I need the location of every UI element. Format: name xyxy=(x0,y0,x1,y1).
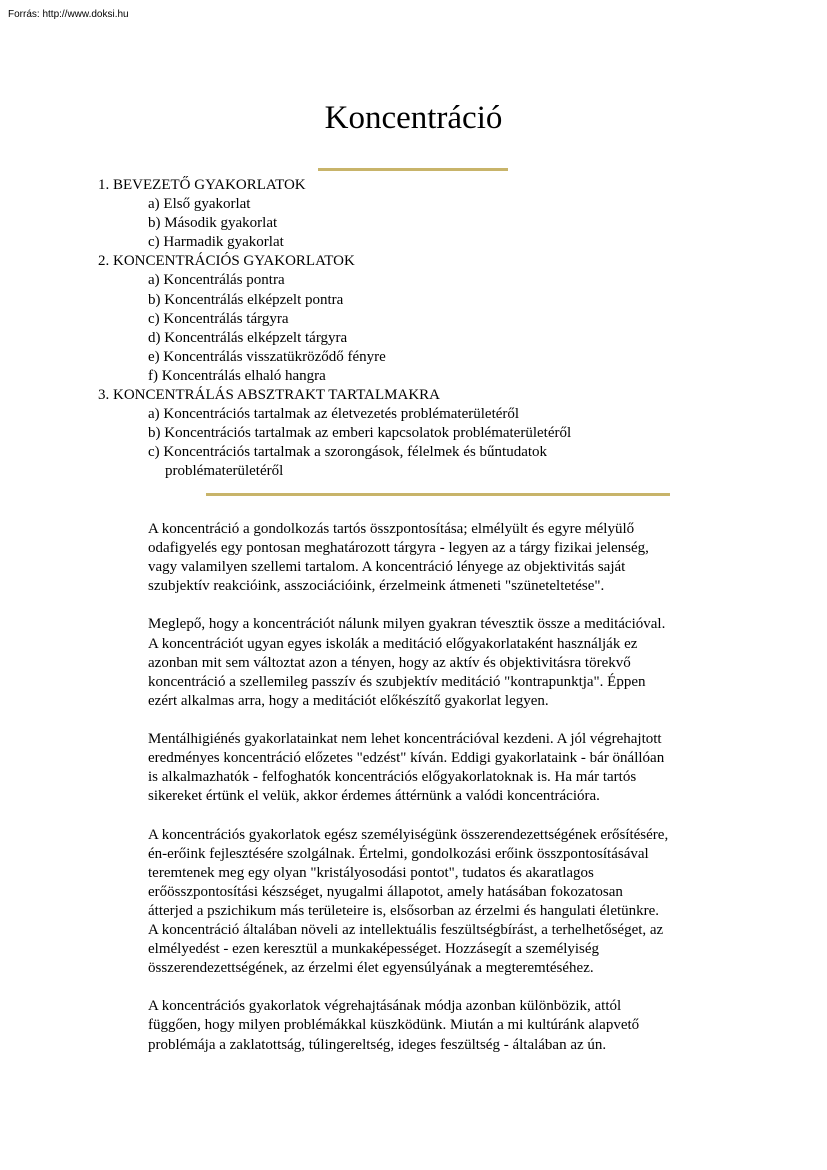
text-line: sikereket értünk el velük, akkor érdemes áttérnünk a valódi koncentrációra. xyxy=(148,788,600,805)
paragraph xyxy=(148,730,738,806)
text-line: koncentráció a szellemileg passzív és szubjektív meditáció "kontrapunktja". Éppen xyxy=(148,673,646,690)
text-line: én-erőink fejlesztésére szolgálnak. Értelmi, gondolkozási erőink összpontosításával xyxy=(148,845,649,862)
toc-item: a) Koncentrálás pontra xyxy=(148,272,285,289)
toc-item: f) Koncentrálás elhaló hangra xyxy=(148,367,326,384)
text-line: elmélyedést - ezen keresztül a munkaképességet. Hozzásegít a személyiség xyxy=(148,941,600,958)
toc-item: b) Koncentrálás elképzelt pontra xyxy=(148,291,344,308)
text-line: Meglepő, hogy a koncentrációt nálunk milyen gyakran tévesztik össze a meditációval. xyxy=(148,616,666,633)
article-body xyxy=(148,520,738,1074)
toc-item: b) Második gyakorlat xyxy=(148,215,278,232)
source-line: Forrás: http://www.doksi.hu xyxy=(8,9,129,20)
paragraph xyxy=(148,826,738,979)
text-line: Mentálhigiénés gyakorlatainkat nem lehet koncentrációval kezdeni. A jól végrehajtott xyxy=(148,731,662,748)
text-line: vagy valamilyen szellemi tartalom. A koncentráció lényege az objektivitás saját xyxy=(148,559,626,576)
toc-section-2: 2. KONCENTRÁCIÓS GYAKORLATOK xyxy=(98,253,355,270)
page-title: Koncentráció xyxy=(324,100,503,136)
paragraph xyxy=(148,615,738,710)
text-line: erőösszpontosítási készséget, nyugalmi állapotot, amely hatásában fokozatosan xyxy=(148,883,623,900)
text-line: ezért alkalmas arra, hogy a meditációt előkészítő gyakorlat legyen. xyxy=(148,692,549,709)
paragraph xyxy=(148,997,738,1054)
paragraph xyxy=(148,520,738,596)
text-line: összerendezettségének, az érzelmi élet egyensúlyának a megteremtéséhez. xyxy=(148,960,594,977)
text-line: A koncentrációs gyakorlatok végrehajtásának módja azonban különbözik, attól xyxy=(148,998,622,1015)
toc-item: b) Koncentrációs tartalmak az emberi kapcsolatok problématerületéről xyxy=(148,425,572,442)
text-line: A koncentrációs gyakorlatok egész személyiségünk összerendezettségének erősítésére, xyxy=(148,826,669,843)
title-divider xyxy=(318,168,508,171)
toc-item: d) Koncentrálás elképzelt tárgyra xyxy=(148,329,348,346)
toc-item: c) Harmadik gyakorlat xyxy=(148,234,284,251)
text-line: eredményes koncentráció előzetes "edzést" kíván. Eddigi gyakorlataink - bár önállóan xyxy=(148,750,665,767)
toc-divider xyxy=(206,493,670,496)
text-line: A koncentrációt ugyan egyes iskolák a meditáció előgyakorlataként használják ez xyxy=(148,635,638,652)
text-line: odafigyelés egy pontosan meghatározott tárgyra - legyen az a tárgy fizikai jelenség, xyxy=(148,540,649,557)
toc-section-3: 3. KONCENTRÁLÁS ABSZTRAKT TARTALMAKRA xyxy=(98,387,440,404)
toc-item: a) Koncentrációs tartalmak az életvezetés problématerületéről xyxy=(148,406,520,423)
toc-item: c) Koncentrációs tartalmak a szorongások, félelmek és bűntudatok xyxy=(148,444,548,461)
toc-item: e) Koncentrálás visszatükröződő fényre xyxy=(148,348,386,365)
toc-item: c) Koncentrálás tárgyra xyxy=(148,310,289,327)
text-line: szubjektív reakcióink, asszociációink, érzelmeink átmeneti "szüneteltetése". xyxy=(148,578,605,595)
text-line: függően, hogy milyen problémákkal küszködünk. Miután a mi kultúránk alapvető xyxy=(148,1017,640,1034)
text-line: teremtenek meg egy olyan "kristályosodási pontot", tudatos és akaratlagos xyxy=(148,864,594,881)
text-line: problémája a zaklatottság, túlingereltség, ideges feszültség - általában az ún. xyxy=(148,1036,607,1053)
table-of-contents xyxy=(98,176,571,482)
text-line: A koncentráció általában növeli az intellektuális feszültségbírást, a terhelhetőséget, az xyxy=(148,921,664,938)
toc-section-1: 1. BEVEZETŐ GYAKORLATOK xyxy=(98,177,306,193)
toc-item: a) Első gyakorlat xyxy=(148,196,251,213)
toc-item-continuation: problématerületéről xyxy=(165,463,284,480)
text-line: is alkalmazhatók - felfoghatók koncentrációs előgyakorlatoknak is. Ha már tartós xyxy=(148,769,637,786)
text-line: átterjed a pszichikum más területeire is, elsősorban az érzelmi és hangulati életünkre. xyxy=(148,902,660,919)
text-line: azonban mit sem változtat azon a tényen, hogy az aktív és objektivitásra törekvő xyxy=(148,654,631,671)
text-line: A koncentráció a gondolkozás tartós összpontosítása; elmélyült és egyre mélyülő xyxy=(148,521,635,537)
